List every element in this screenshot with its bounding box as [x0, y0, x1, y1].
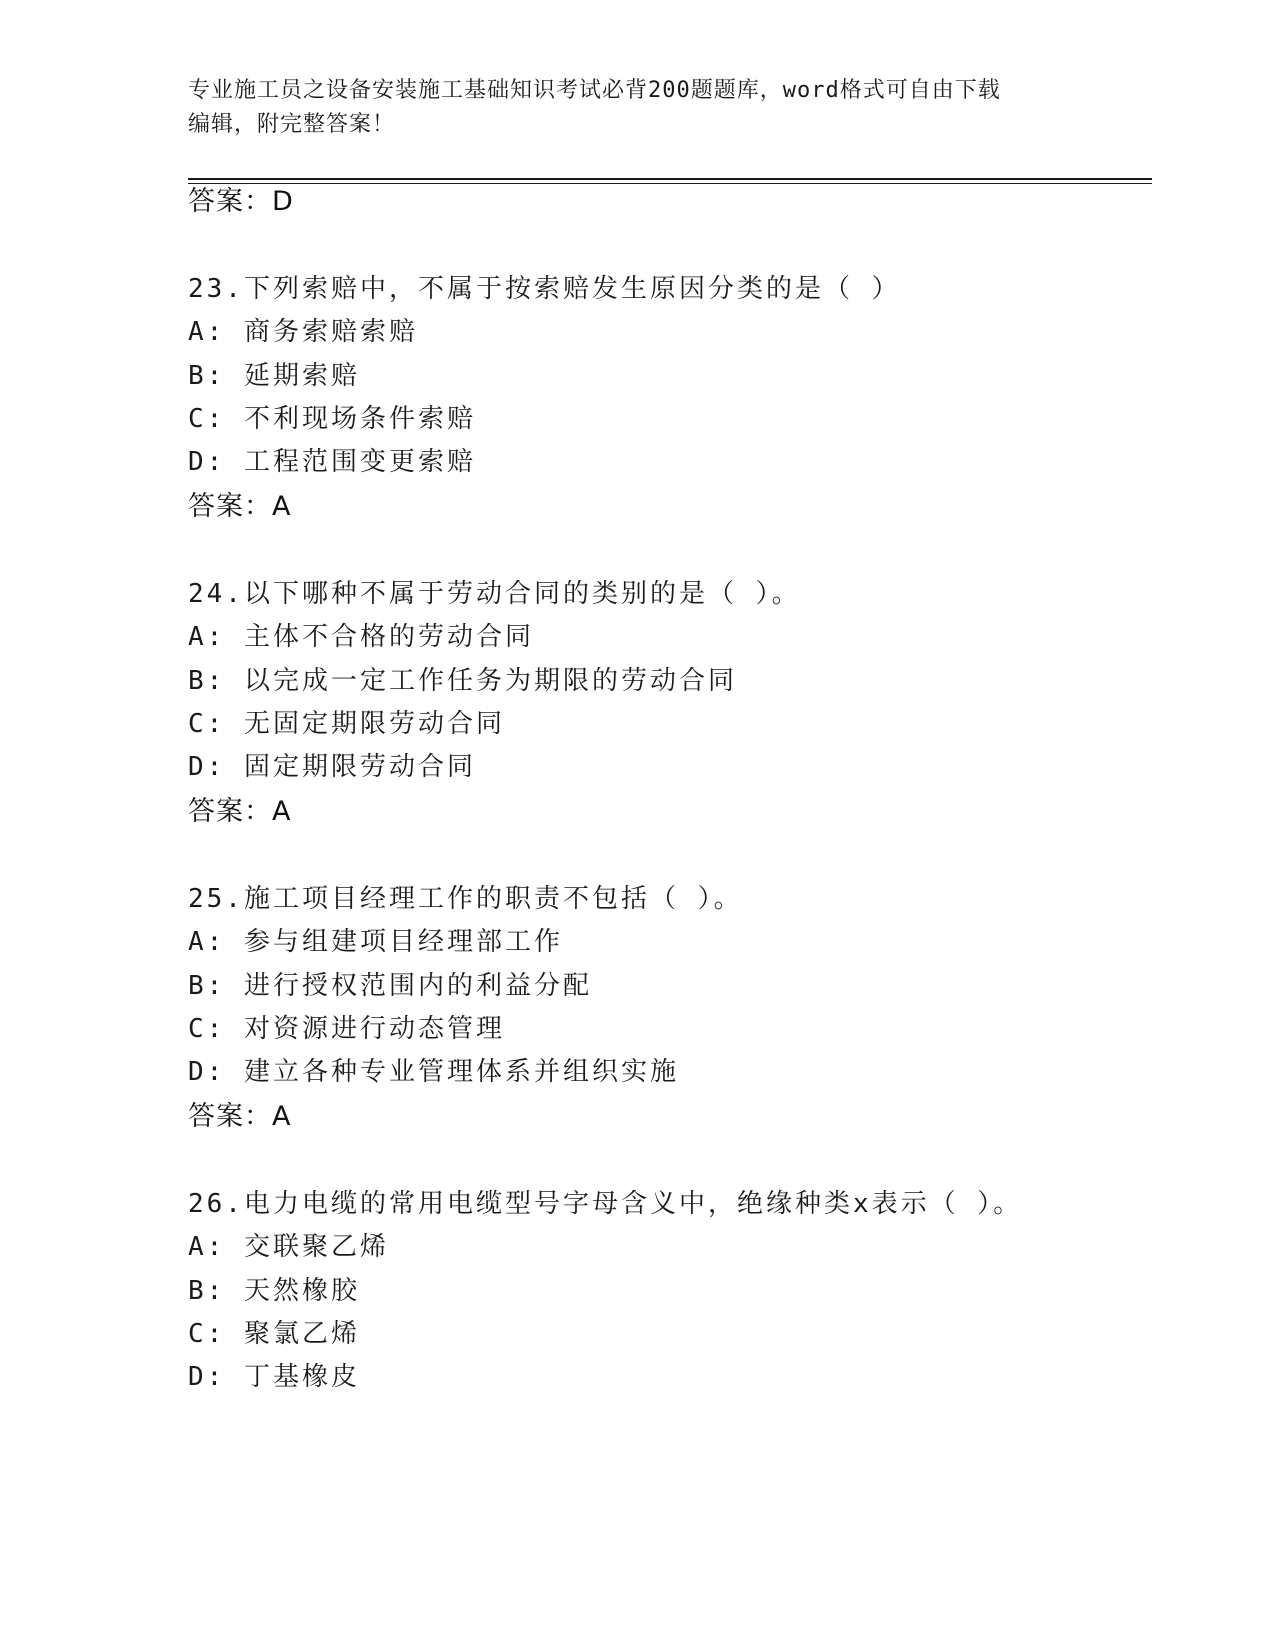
header-line-2: 编辑，附完整答案！ [188, 112, 396, 137]
option-d: D: 工程范围变更索赔 [188, 447, 476, 477]
header-divider-thin [188, 183, 1152, 184]
question-stem: 24.以下哪种不属于劳动合同的类别的是（ ）。 [188, 579, 801, 609]
option-c: C: 聚氯乙烯 [188, 1319, 360, 1349]
option-c: C: 无固定期限劳动合同 [188, 709, 505, 739]
question-stem: 25.施工项目经理工作的职责不包括（ ）。 [188, 884, 743, 914]
previous-answer: 答案：D [188, 186, 294, 217]
option-b: B: 以完成一定工作任务为期限的劳动合同 [188, 666, 737, 696]
option-b: B: 进行授权范围内的利益分配 [188, 971, 592, 1001]
answer-line: 答案：A [188, 796, 292, 827]
header-divider [188, 178, 1152, 180]
question-stem: 23.下列索赔中，不属于按索赔发生原因分类的是（ ） [188, 274, 901, 304]
answer-line: 答案：A [188, 491, 292, 522]
option-b: B: 天然橡胶 [188, 1276, 360, 1306]
option-a: A: 主体不合格的劳动合同 [188, 622, 534, 652]
option-d: D: 建立各种专业管理体系并组织实施 [188, 1057, 679, 1087]
option-d: D: 丁基橡皮 [188, 1362, 360, 1392]
option-c: C: 不利现场条件索赔 [188, 404, 476, 434]
answer-line: 答案：A [188, 1101, 292, 1132]
document-header [188, 74, 1088, 142]
option-b: B: 延期索赔 [188, 361, 360, 391]
header-line-1: 专业施工员之设备安装施工基础知识考试必背200题题库，word格式可自由下载 [188, 78, 1001, 103]
question-stem: 26.电力电缆的常用电缆型号字母含义中，绝缘种类x表示（ ）。 [188, 1189, 1023, 1219]
option-d: D: 固定期限劳动合同 [188, 752, 476, 782]
option-c: C: 对资源进行动态管理 [188, 1014, 505, 1044]
option-a: A: 交联聚乙烯 [188, 1232, 389, 1262]
option-a: A: 商务索赔索赔 [188, 317, 418, 347]
option-a: A: 参与组建项目经理部工作 [188, 927, 563, 957]
